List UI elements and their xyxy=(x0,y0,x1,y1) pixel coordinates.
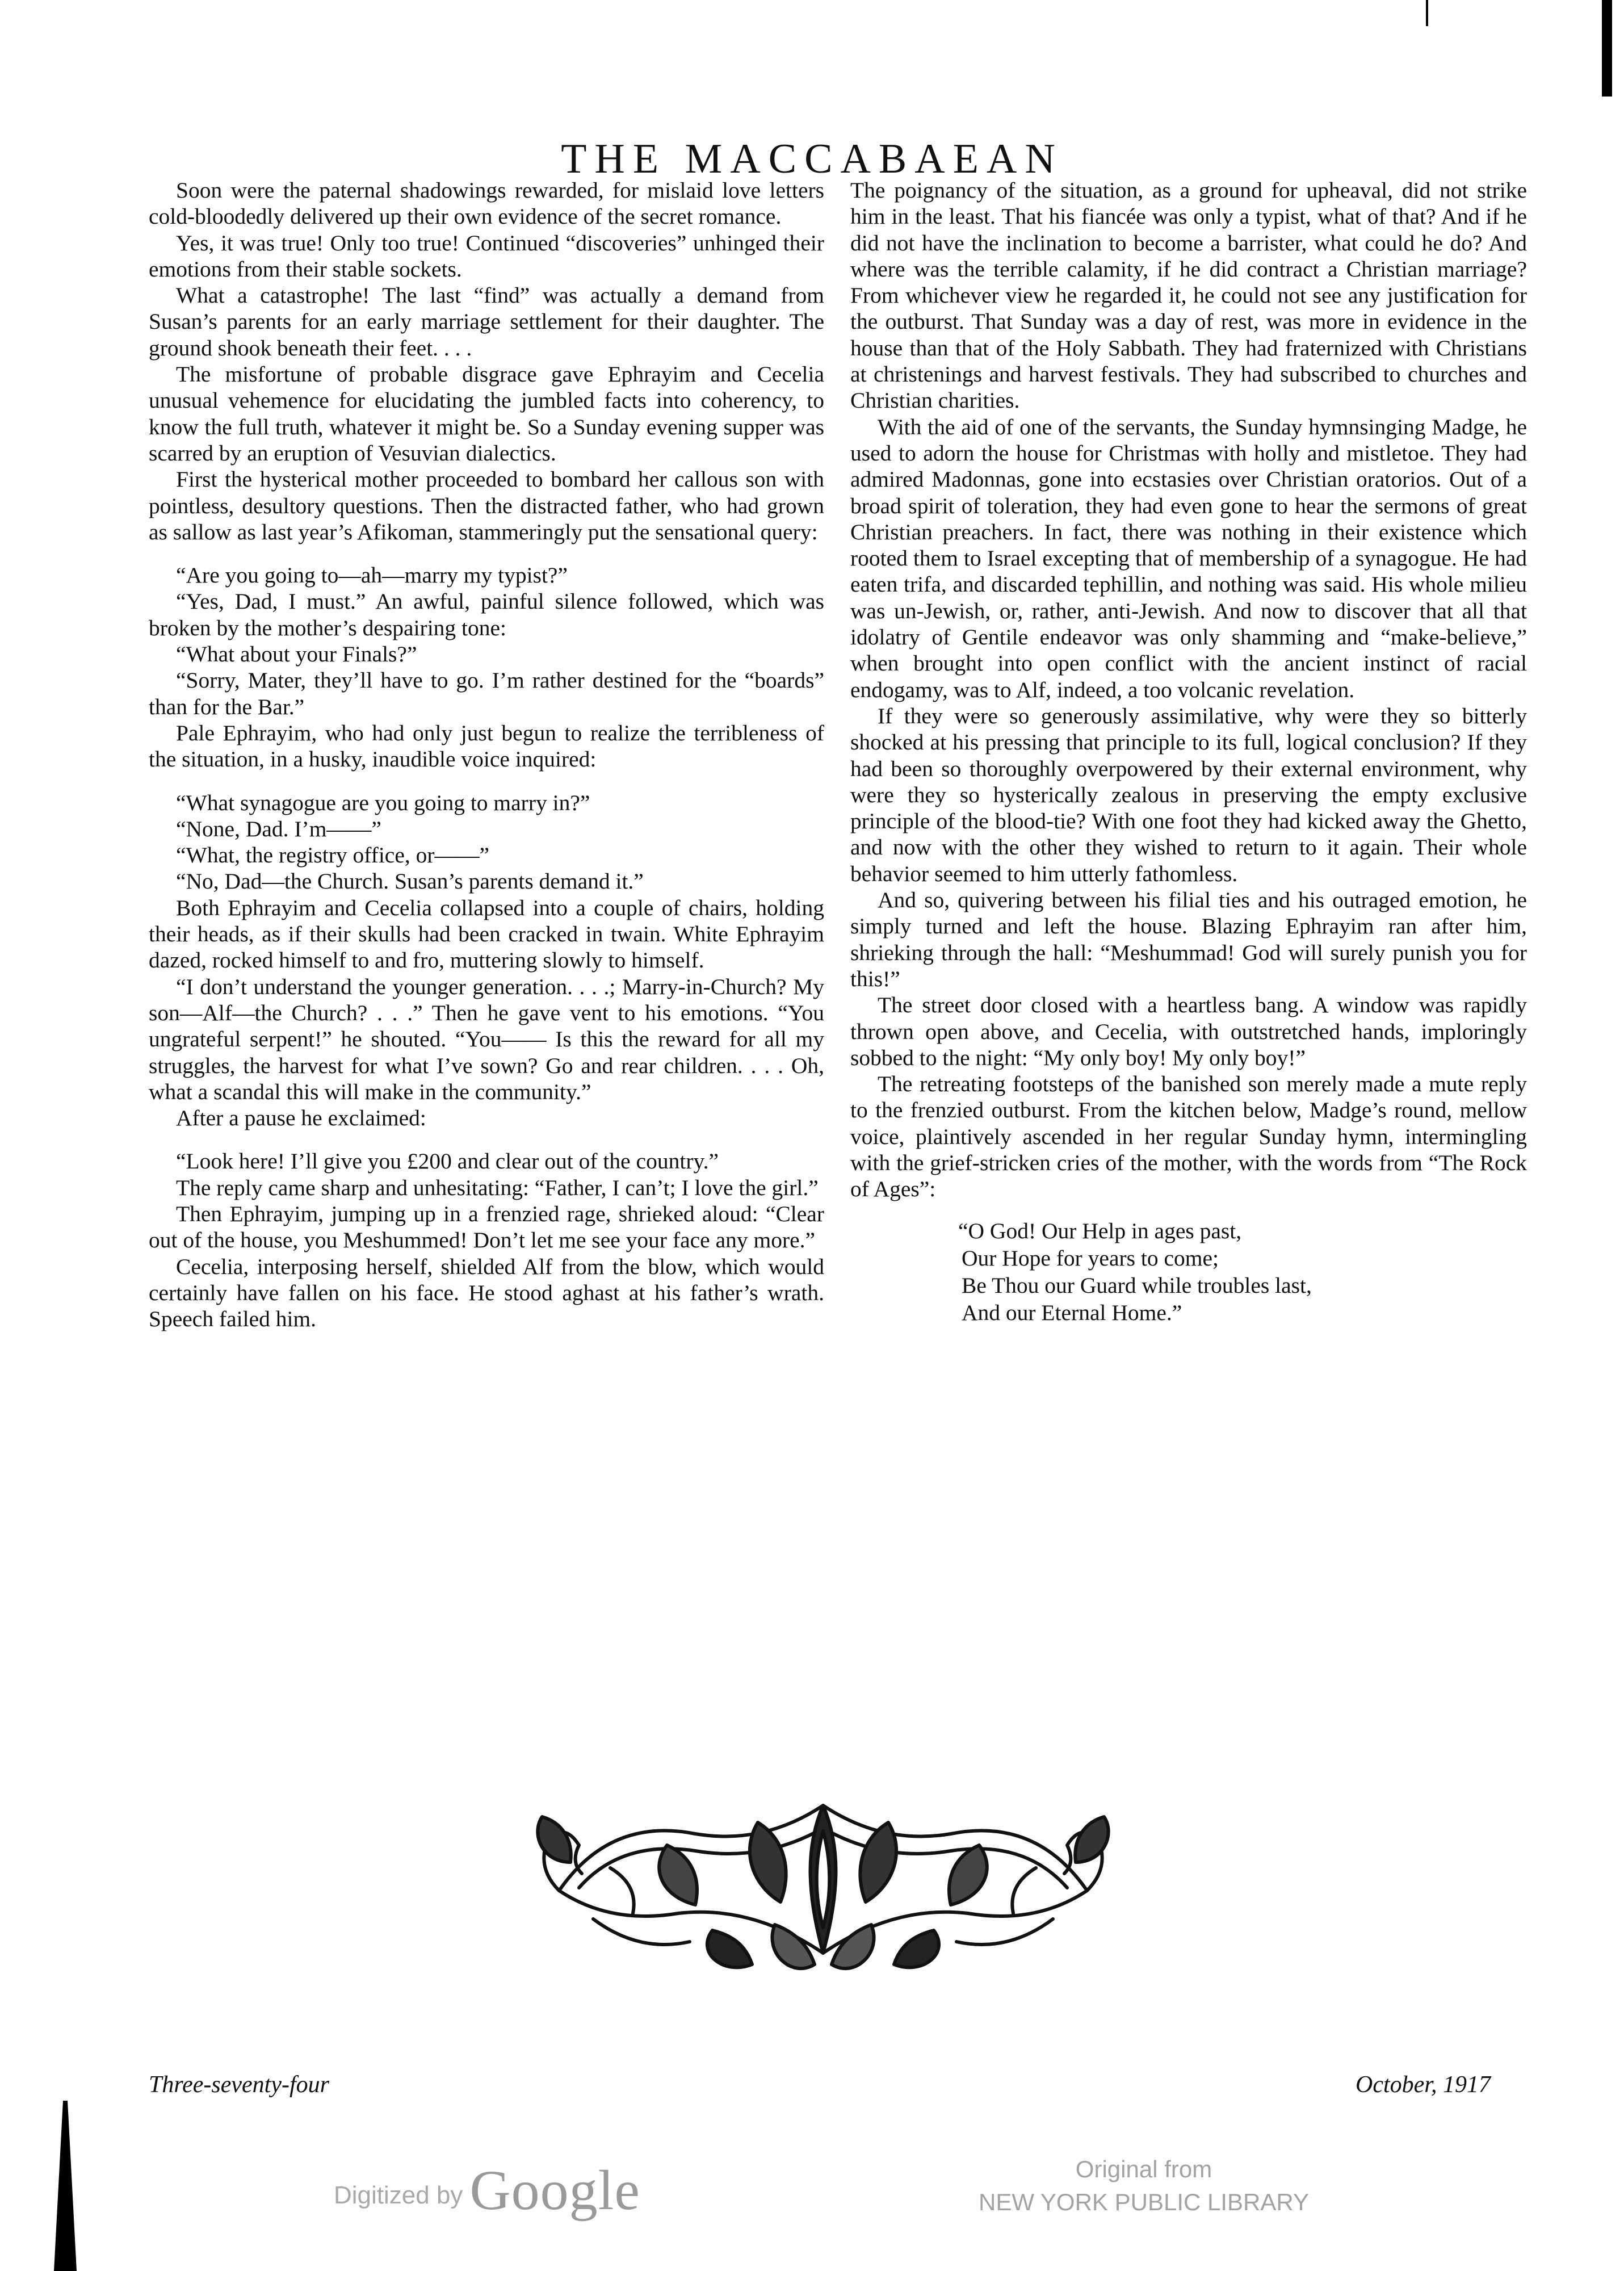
paragraph: “What about your Finals?” xyxy=(176,642,417,667)
paragraph: After a pause he exclaimed: xyxy=(176,1105,426,1131)
paragraph: “Are you going to—ah—marry my typist?” xyxy=(176,563,568,588)
text-column-left xyxy=(149,177,824,1332)
hymn-line: Our Hope for years to come; xyxy=(962,1245,1219,1271)
paragraph: The reply came sharp and unhesitating: “Father, I can’t; I love the girl.” xyxy=(176,1175,819,1200)
paragraph: “No, Dad—the Church. Susan’s parents demand it.” xyxy=(176,869,644,894)
hymn-line: And our Eternal Home.” xyxy=(962,1300,1182,1325)
paragraph: Yes, it was true! Only too true! Continued “discoveries” unhinged their emotions from their stable sockets. xyxy=(149,230,824,282)
page-title: THE MACCABAEAN xyxy=(561,135,1063,182)
hymn-line: “O God! Our Help in ages past, xyxy=(958,1218,1242,1243)
paragraph: “What, the registry office, or——” xyxy=(176,843,490,868)
paragraph: “What synagogue are you going to marry in?” xyxy=(176,790,590,815)
paragraph: If they were so generously assimilative, why were they so bitterly shocked at his pressing that principle to its full, logical conclusion? If they had been so thoroughly overpowered by their external environment, why were they so hysterically zealous in preserving the empty exclusive principle of the blood-tie? With one foot they had kicked away the Ghetto, and now with the other they wished to return to it again. Their whole behavior seemed to him utterly fathomless. xyxy=(850,703,1527,886)
paragraph: Pale Ephrayim, who had only just begun to realize the terribleness of the situation, in a husky, inaudible voice inquired: xyxy=(149,720,824,772)
paragraph: “None, Dad. I’m——” xyxy=(176,816,381,841)
original-from-watermark xyxy=(973,2153,1314,2219)
paragraph: The street door closed with a heartless bang. A window was rapidly thrown open above, and Cecelia, with outstretched hands, imploringly sobbed to the night: “My only boy! My only boy!” xyxy=(850,992,1527,1070)
text-column-right xyxy=(850,177,1527,1326)
paragraph: Both Ephrayim and Cecelia collapsed into a couple of chairs, holding their heads, as if their skulls had been cracked in twain. White Ephrayim dazed, rocked himself to and fro, muttering slowly to himself. xyxy=(149,895,824,973)
paragraph: First the hysterical mother proceeded to bombard her callous son with pointless, desultory questions. Then the distracted father, who had grown as sallow as last year’s Afikoman, stammeringly put the sensational query: xyxy=(149,467,824,544)
original-from-text: Original from xyxy=(1075,2156,1212,2182)
paragraph: “I don’t understand the younger generation. . . .; Marry-in-Church? My son—Alf—the Church? . . .” Then he gave vent to his emotions. “You ungrateful serpent!” he shouted. “You—— Is this the reward for all my struggles, the harvest for what I’ve sown? Go and rear children. . . . Oh, what a scandal this will make in the community.” xyxy=(149,974,824,1104)
issue-date: October, 1917 xyxy=(1356,2072,1491,2098)
paragraph: “Look here! I’ll give you £200 and clear out of the country.” xyxy=(176,1149,719,1174)
digitized-by-text: Digitized by xyxy=(334,2181,463,2209)
page-number-label: Three-seventy-four xyxy=(149,2072,329,2098)
paragraph: “Sorry, Mater, they’ll have to go. I’m rather destined for the “boards” than for the Bar.” xyxy=(149,668,824,719)
hymn-verse xyxy=(850,1217,1527,1326)
paragraph: The misfortune of probable disgrace gave Ephrayim and Cecelia unusual vehemence for elucidating the jumbled facts into coherency, to know the full truth, whatever it might be. So a Sunday evening supper was scarred by an eruption of Vesuvian dialectics. xyxy=(149,362,824,466)
paragraph: Soon were the paternal shadowings rewarded, for mislaid love letters cold-bloodedly delivered up their own evidence of the secret romance. xyxy=(149,178,824,229)
paragraph: What a catastrophe! The last “find” was actually a demand from Susan’s parents for an early marriage settlement for their daughter. The ground shook beneath their feet. . . . xyxy=(149,283,824,361)
paragraph: Cecelia, interposing herself, shielded Alf from the blow, which would certainly have fallen on his face. He stood aghast at his father’s wrath. Speech failed him. xyxy=(149,1254,824,1332)
paragraph: “Yes, Dad, I must.” An awful, painful silence followed, which was broken by the mother’s despairing tone: xyxy=(149,589,824,640)
scan-edge-mark xyxy=(1602,0,1612,97)
scan-edge-mark xyxy=(1426,0,1428,26)
scan-edge-mark xyxy=(54,2101,77,2271)
digitized-by-watermark xyxy=(334,2157,640,2223)
paragraph: Then Ephrayim, jumping up in a frenzied rage, shrieked aloud: “Clear out of the house, you Meshummed! Don’t let me see your face any more.” xyxy=(149,1201,824,1253)
paragraph: And so, quivering between his filial ties and his outraged emotion, he simply turned and left the house. Blazing Ephrayim ran after him, shrieking through the hall: “Meshummad! God will surely punish you for this!” xyxy=(850,887,1527,991)
library-name: NEW YORK PUBLIC LIBRARY xyxy=(979,2189,1309,2215)
paragraph: The retreating footsteps of the banished son merely made a mute reply to the frenzied outburst. From the kitchen below, Madge’s round, mellow voice, plaintively ascended in her regular Sunday hymn, intermingling with the grief-stricken cries of the mother, with the words from “The Rock of Ages”: xyxy=(850,1071,1527,1202)
paragraph: The poignancy of the situation, as a ground for upheaval, did not strike him in the least. That his fiancée was only a typist, what of that? And if he did not have the inclination to become a barrister, what could he do? And where was the terrible calamity, if he did contract a Christian marriage? From whichever view he regarded it, he could not see any justification for the outburst. That Sunday was a day of rest, was more in evidence in the house than that of the Holy Sabbath. They had fraternized with Christians at christenings and harvest festivals. They had subscribed to churches and Christian charities. xyxy=(850,178,1527,413)
paragraph: With the aid of one of the servants, the Sunday hymnsinging Madge, he used to adorn the house for Christmas with holly and mistletoe. They had admired Madonnas, gone into ecstasies over Christian oratorios. Out of a broad spirit of toleration, they had even gone to hear the sermons of great Christian preachers. In fact, there was nothing in their existence which rooted them to Israel excepting that of membership of a synagogue. He had eaten trifa, and discarded tephillin, and nothing was said. His whole milieu was un-Jewish, or, rather, anti-Jewish. And now to discover that all that idolatry of Gentile endeavor was only shamming and “make-believe,” when brought into open conflict with the ancient instinct of racial endogamy, was to Alf, indeed, a too volcanic revelation. xyxy=(850,414,1527,702)
hymn-line: Be Thou our Guard while troubles last, xyxy=(962,1272,1312,1298)
art-nouveau-floral-ornament-icon xyxy=(525,1783,1121,1987)
google-logo: Google xyxy=(469,2159,640,2222)
